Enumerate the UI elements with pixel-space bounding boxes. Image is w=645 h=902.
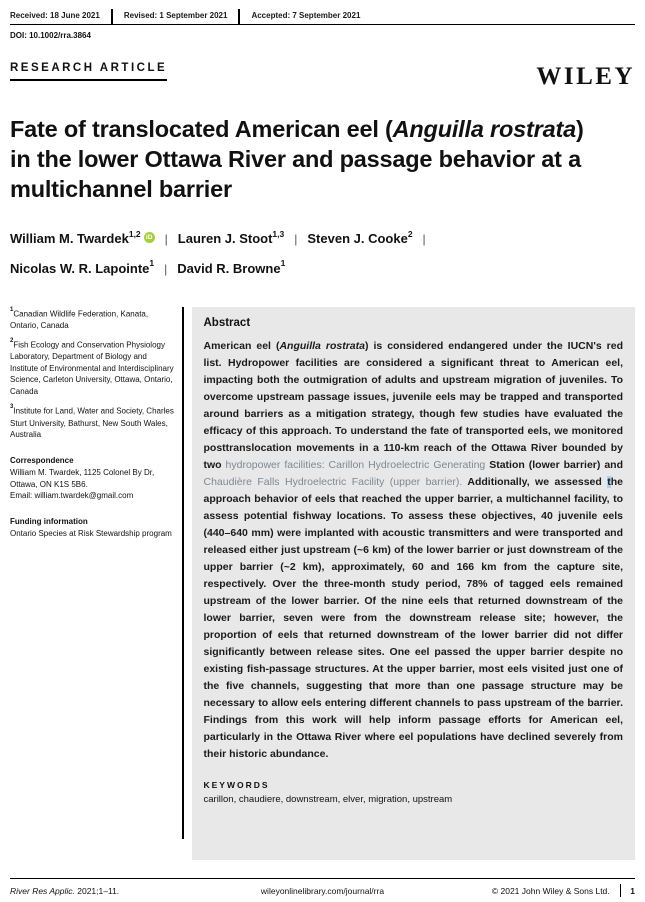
- abstract-heading: Abstract: [203, 316, 251, 329]
- article-type-label: RESEARCH ARTICLE: [10, 62, 167, 81]
- title-part1: Fate of translocated American eel (: [10, 116, 393, 142]
- muted-phrase-1: hydropower facilities: Carillon Hydroelectric Generating: [225, 458, 486, 471]
- header-rule: [10, 24, 635, 25]
- abstract-panel: [192, 307, 636, 860]
- footer-divider: [620, 884, 622, 897]
- received-date: Received: 18 June 2021: [10, 11, 100, 20]
- revised-date: Revised: 1 September 2021: [111, 9, 239, 24]
- author-5: David R. Browne$^1$: [177, 258, 286, 276]
- author-2: Lauren J. Stoot$^{1,3}$: [177, 229, 285, 247]
- page-title: [10, 114, 610, 204]
- keywords-list: carillon, chaudiere, downstream, elver, migration, upstream: [203, 793, 453, 805]
- author-separator: |: [164, 261, 168, 276]
- author-3: Steven J. Cooke$^2$: [307, 229, 413, 247]
- journal-citation: River Res Applic. 2021;1–11.: [10, 885, 120, 896]
- keywords-heading: KEYWORDS: [203, 779, 270, 790]
- correspondence-heading: Correspondence: [10, 455, 74, 465]
- accepted-date: Accepted: 7 September 2021: [238, 9, 371, 24]
- muted-phrase-2: Chaudière Falls Hydroelectric Facility (upper barrier).: [203, 475, 463, 488]
- funding-text: Ontario Species at Risk Stewardship program: [10, 529, 172, 539]
- correspondence-address: William M. Twardek, 1125 Colonel By Dr, Ottawa, ON K1S 5B6.: [10, 468, 155, 489]
- selection-highlight: t: [607, 475, 611, 488]
- page-number: 1: [630, 885, 635, 896]
- funding-heading: Funding information: [10, 516, 88, 526]
- journal-url: wileyonlinelibrary.com/journal/rra: [260, 885, 385, 896]
- type-row: [10, 62, 635, 89]
- author-list: [10, 223, 635, 282]
- doi: DOI: 10.1002/rra.3864: [10, 31, 91, 40]
- copyright-block: [427, 884, 635, 897]
- page-footer: [10, 878, 635, 897]
- title-part2: ) in the lower Ottawa River and passage behavior at a multichannel barrier: [10, 116, 584, 202]
- author-separator: |: [294, 232, 298, 247]
- correspondence-email: Email: william.twardek@gmail.com: [10, 491, 134, 501]
- copyright-text: © 2021 John Wiley & Sons Ltd.: [491, 885, 610, 896]
- column-divider: [182, 307, 184, 839]
- author-separator: |: [164, 232, 168, 247]
- author-4: Nicolas W. R. Lapointe$^1$: [10, 258, 155, 276]
- sidebar: [10, 307, 182, 860]
- orcid-icon[interactable]: iD: [144, 232, 155, 243]
- title-species-italic: Anguilla rostrata: [392, 116, 576, 142]
- dates-row: [10, 9, 635, 24]
- author-separator: |: [422, 232, 426, 247]
- affiliation-3: $^3$Institute for Land, Water and Society, Charles Sturt University, Bathurst, New South Wales, Australia: [10, 404, 174, 440]
- main-content: [10, 307, 635, 860]
- species-italic: Anguilla rostrata: [279, 339, 365, 352]
- abstract-text: American eel (Anguilla rostrata) is considered endangered under the IUCN's red list. Hydropower facilities are considered a significant threat to American eel, impacting both the outmigration of adults and upstream migration of juveniles. To overcome upstream passage issues, juvenile eels may be trapped and transported around barriers as a mitigation strategy, though few studies have evaluated the efficacy of this approach. To understand the fate of transported eels, we monitored posttranslocation movements in a 110-km reach of the Ottawa River bounded by two hydropower facilities: Carillon Hydroelectric Generating Station (lower barrier) and Chaudière Falls Hydroelectric Facility (upper barrier). Additionally, we assessed the approach behavior of eels that reached the upper barrier, a multichannel facility, to assess potential fishway locations. To assess these objectives, 40 juvenile eels (440–640 mm) were implanted with acoustic transmitters and were transported and released either just upstream (~6 km) of the lower barrier or just downstream of the upper barrier (~2 km), approximately, 60 and 166 km from the capture site, respectively. Over the three-month study period, 78% of tagged eels remained upstream of the lower barrier. Of the nine eels that returned downstream of the lower barrier, seven were from the downstream release site; however, the proportion of eels that returned downstream of the lower barrier did not differ significantly between release sites. One eel passed the upper barrier despite no existing fish-passage structures. At the upper barrier, most eels visited just one of the five channels, suggesting that more than one passage structure may be necessary to allow eels entering different channels to pass upstream of the barrier. Findings from this work will help inform passage efforts for American eel, particularly in the Ottawa River where eel populations have declined severely from their historic abundance.: [203, 339, 623, 760]
- affiliation-2: $^2$Fish Ecology and Conservation Physiology Laboratory, Department of Biology and Institute of Environmental and Interdisciplinary Science, Carleton University, Ottawa, Ontario, Canada: [10, 338, 174, 396]
- wiley-logo: WILEY: [536, 63, 635, 90]
- affiliation-1: $^1$Canadian Wildlife Federation, Kanata, Ontario, Canada: [10, 306, 149, 330]
- author-1: William M. Twardek$^{1,2}$: [10, 229, 141, 247]
